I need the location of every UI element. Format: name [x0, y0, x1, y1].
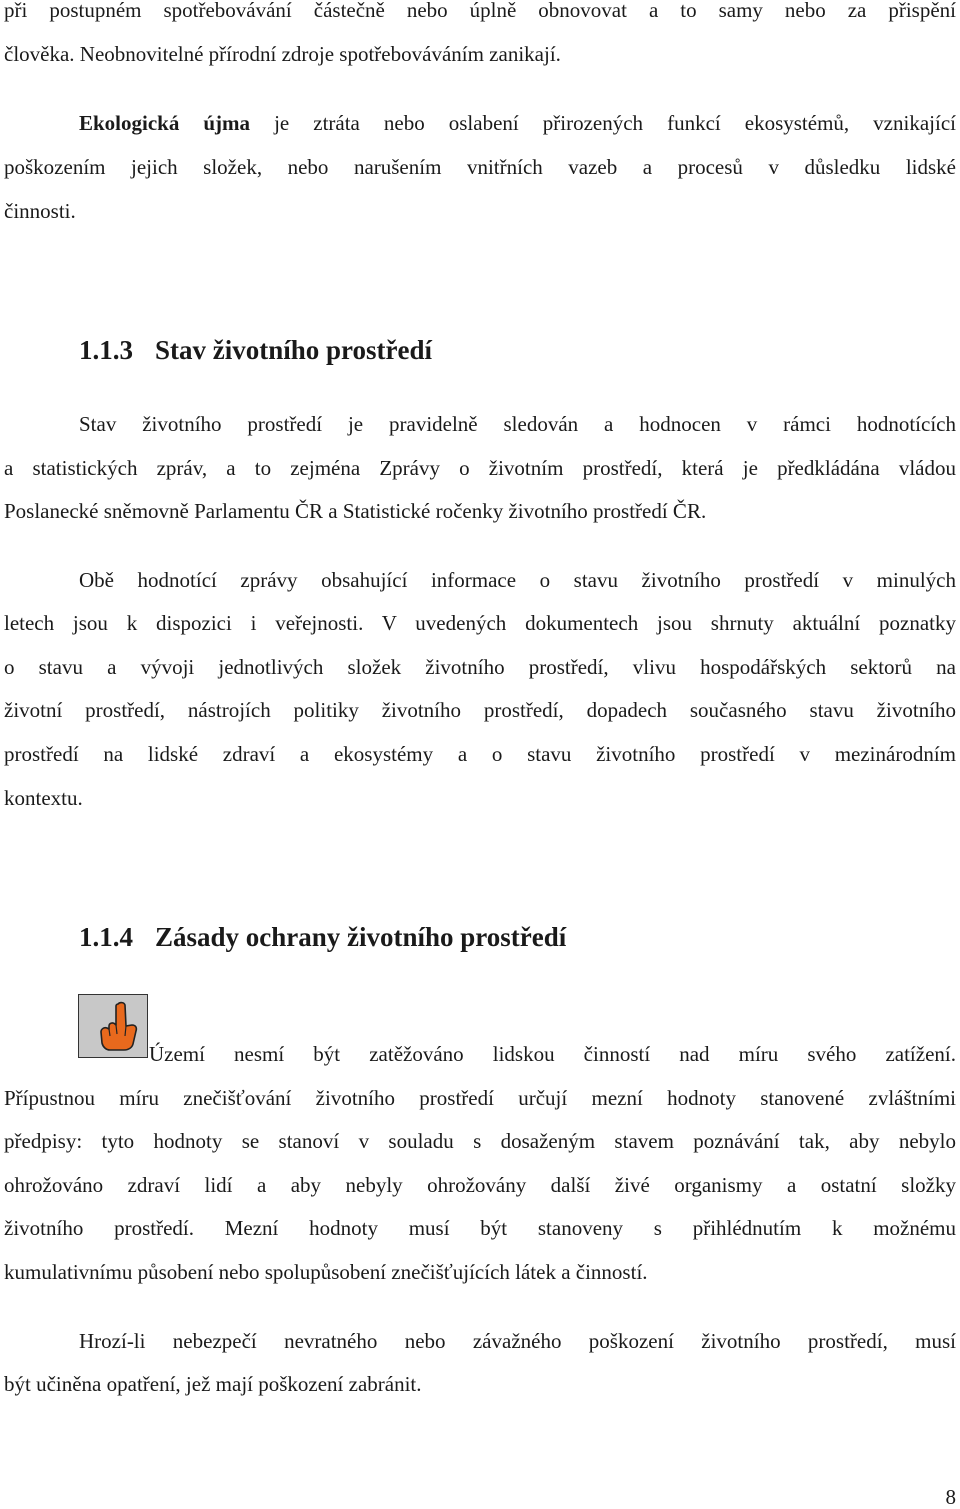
text-line: a statistických zpráv, a to zejména Zprávy o životním prostředí, která je předkládána vládou	[4, 456, 956, 480]
section-heading-113	[79, 333, 432, 367]
text-line: kumulativnímu působení nebo spolupůsobení znečišťujících látek a činností.	[4, 1260, 648, 1284]
text-line: Stav životního prostředí je pravidelně sledován a hodnocen v rámci hodnotících	[79, 412, 956, 436]
text-line: prostředí na lidské zdraví a ekosystémy a o stavu životního prostředí v mezinárodním	[4, 742, 956, 766]
text-line: letech jsou k dispozici i veřejnosti. V uvedených dokumentech jsou shrnuty aktuální poznatky	[4, 611, 956, 635]
text-line: Území nesmí být zatěžováno lidskou činností nad míru svého zatížení.	[149, 1042, 956, 1066]
section-title: Stav životního prostředí	[155, 335, 433, 365]
page-number: 8	[945, 1485, 956, 1509]
text-line: životní prostředí, nástrojích politiky životního prostředí, dopadech současného stavu životního	[4, 698, 956, 722]
section-heading-114	[79, 920, 566, 954]
text-line: Obě hodnotící zprávy obsahující informace o stavu životního prostředí v minulých	[79, 568, 956, 592]
text-line: být učiněna opatření, jež mají poškození zabránit.	[4, 1372, 422, 1396]
section-title: Zásady ochrany životního prostředí	[155, 922, 567, 952]
pointing-hand-icon	[78, 994, 148, 1058]
text-line: Poslanecké sněmovně Parlamentu ČR a Statistické ročenky životního prostředí ČR.	[4, 499, 707, 523]
text-line: ohrožováno zdraví lidí a aby nebyly ohrožovány další živé organismy a ostatní složky	[4, 1173, 956, 1197]
text-line	[79, 109, 956, 137]
text-line: předpisy: tyto hodnoty se stanoví v souladu s dosaženým stavem poznávání tak, aby nebylo	[4, 1129, 956, 1153]
text-line: o stavu a vývoji jednotlivých složek životního prostředí, vlivu hospodářských sektorů na	[4, 655, 956, 679]
text-line-rest: je ztráta nebo oslabení přirozených funkcí ekosystémů, vznikající	[250, 111, 956, 135]
section-number: 1.1.3	[79, 335, 133, 365]
text-line: při postupném spotřebovávání částečně nebo úplně obnovovat a to samy nebo za přispění	[4, 0, 956, 22]
text-line: Přípustnou míru znečišťování životního prostředí určují mezní hodnoty stanovené zvláštními	[4, 1086, 956, 1110]
text-line: činnosti.	[4, 199, 76, 223]
text-line: člověka. Neobnovitelné přírodní zdroje spotřebováváním zanikají.	[4, 42, 561, 66]
text-line: Hrozí-li nebezpečí nevratného nebo závažného poškození životního prostředí, musí	[79, 1329, 956, 1353]
section-number: 1.1.4	[79, 922, 133, 952]
text-line: kontextu.	[4, 786, 83, 810]
text-line: životního prostředí. Mezní hodnoty musí být stanoveny s přihlédnutím k možnému	[4, 1216, 956, 1240]
term-ekologicka-ujma: Ekologická újma	[79, 111, 251, 135]
text-line: poškozením jejich složek, nebo narušením vnitřních vazeb a procesů v důsledku lidské	[4, 155, 956, 179]
